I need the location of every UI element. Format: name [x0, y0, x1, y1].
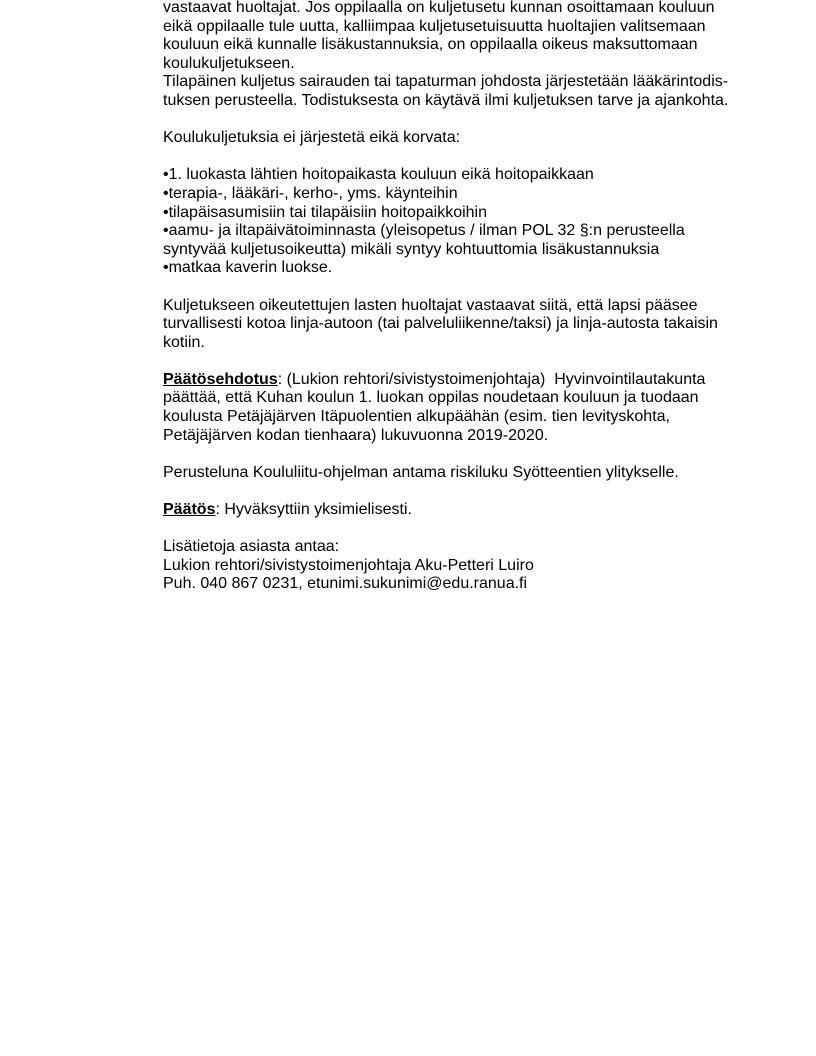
text-line: Tilapäinen kuljetus sairauden tai tapaturman johdosta järjestetään lääkärintodis-: [163, 73, 729, 91]
list-item: •matkaa kaverin luokse.: [163, 259, 333, 277]
exclusions-list: [163, 166, 763, 278]
guardian-paragraph: [163, 297, 763, 353]
text-line: [163, 371, 763, 390]
list-item: •tilapäisasumisiin tai tilapäisiin hoitopaikkoihin: [163, 203, 487, 221]
decision-text: : Hyväksyttiin yksimielisesti.: [215, 501, 412, 519]
text-line: Lisätietoja asiasta antaa:: [163, 538, 340, 556]
text-line: turvallisesti kotoa linja-autoon (tai palveluliikenne/taksi) ja linja-autosta takaisin: [163, 315, 718, 333]
decision-label: Päätös: [163, 501, 216, 519]
list-item: syntyvää kuljetusoikeutta) mikäli syntyy kohtuuttomia lisäkustannuksia: [163, 240, 660, 258]
text-line: Puh. 040 867 0231, etunimi.sukunimi@edu.ranua.fi: [163, 575, 528, 593]
proposal-paragraph: [163, 371, 763, 445]
exclusions-heading: Koulukuljetuksia ei järjestetä eikä korvata:: [163, 129, 461, 147]
text-line: kotiin.: [163, 333, 205, 351]
proposal-label: Päätösehdotus: [163, 370, 278, 388]
text-line: koulusta Petäjäjärven Itäpuolentien alkupäähän (esim. tien levityskohta,: [163, 408, 670, 426]
list-item: •1. luokasta lähtien hoitopaikasta kouluun eikä hoitopaikkaan: [163, 166, 594, 184]
list-item: •terapia-, lääkäri-, kerho-, yms. käynteihin: [163, 184, 458, 202]
text-line: Petäjäjärven kodan tienhaara) lukuvuonna 2019-2020.: [163, 426, 549, 444]
contact-info: [163, 538, 763, 594]
text-line: Kuljetukseen oikeutettujen lasten huoltajat vastaavat siitä, että lapsi pääsee: [163, 296, 698, 314]
document-page: [163, 0, 763, 594]
text-line: vastaavat huoltajat. Jos oppilaalla on kuljetusetu kunnan osoittamaan kouluun: [163, 0, 715, 16]
text-line: Lukion rehtori/sivistystoimenjohtaja Aku-Petteri Luiro: [163, 556, 534, 574]
text-line: eikä oppilaalle tule uutta, kalliimpaa kuljetusetuisuutta huoltajien valitsemaan: [163, 17, 706, 35]
proposal-text: : (Lukion rehtori/sivistystoimenjohtaja) Hyvinvointilautakunta: [277, 370, 706, 388]
justification: Perusteluna Koululiitu-ohjelman antama riskiluku Syötteentien ylitykselle.: [163, 463, 679, 481]
text-line: päättää, että Kuhan koulun 1. luokan oppilas noudetaan kouluun ja tuodaan: [163, 389, 699, 407]
text-line: kouluun eikä kunnalle lisäkustannuksia, on oppilaalla oikeus maksuttomaan: [163, 36, 698, 54]
intro-paragraph: [163, 0, 763, 111]
list-item: •aamu- ja iltapäivätoiminnasta (yleisopetus / ilman POL 32 §:n perusteella: [163, 222, 685, 240]
text-line: tuksen perusteella. Todistuksesta on käytävä ilmi kuljetuksen tarve ja ajankohta.: [163, 91, 729, 109]
decision: [163, 501, 763, 520]
text-line: koulukuljetukseen.: [163, 54, 295, 72]
